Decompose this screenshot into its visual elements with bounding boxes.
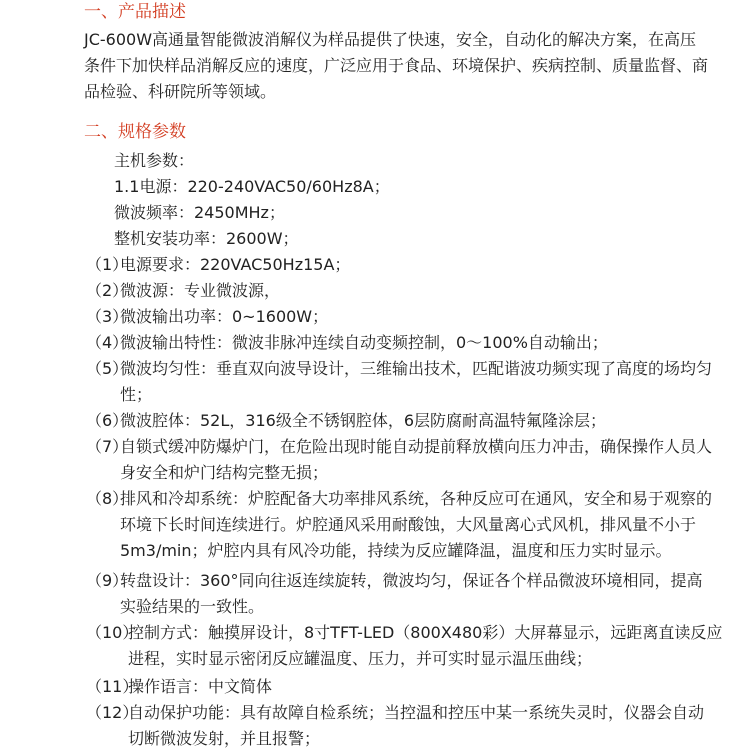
- item-number: （12）: [86, 703, 139, 722]
- description-line: 条件下加快样品消解反应的速度，广泛应用于食品、环境保护、疾病控制、质量监督、商: [84, 56, 709, 75]
- item-text: 性；: [120, 385, 153, 404]
- item-number: （8）: [86, 489, 129, 508]
- item-text: 实验结果的一致性。: [120, 597, 265, 616]
- item-text: 进程，实时显示密闭反应罐温度、压力，并可实时显示温压曲线；: [128, 649, 593, 668]
- item-text: 微波均匀性：垂直双向波导设计，三维输出技术，匹配谐波功频实现了高度的场均匀: [120, 359, 713, 378]
- description-line: 品检验、科研院所等领域。: [84, 82, 277, 101]
- item-number: （1）: [86, 255, 129, 274]
- item-number: （3）: [86, 307, 129, 326]
- section-heading-description: 一、产品描述: [84, 2, 186, 22]
- item-number: （11）: [86, 677, 139, 696]
- host-param-line: 1.1电源：220-240VAC50/60Hz8A；: [114, 177, 390, 196]
- item-text: 微波源：专业微波源，: [120, 281, 281, 300]
- item-number: （7）: [86, 437, 129, 456]
- item-text: 环境下长时间连续进行。炉腔通风采用耐酸蚀，大风量离心式风机，排风量不小于: [120, 515, 697, 534]
- item-text: 自锁式缓冲防爆炉门，在危险出现时能自动提前释放横向压力冲击，确保操作人员人: [120, 437, 713, 456]
- description-line: JC-600W高通量智能微波消解仪为样品提供了快速，安全，自动化的解决方案，在高压: [84, 30, 697, 49]
- item-text: 5m3/min；炉腔内具有风冷功能，持续为反应罐降温，温度和压力实时显示。: [120, 541, 672, 560]
- item-number: （6）: [86, 411, 129, 430]
- item-text: 转盘设计：360°同向往返连续旋转，微波均匀，保证各个样品微波环境相同，提高: [120, 571, 703, 590]
- item-text: 切断微波发射，并且报警；: [128, 729, 321, 748]
- item-text: 自动保护功能：具有故障自检系统；当控温和控压中某一系统失灵时，仪器会自动: [128, 703, 705, 722]
- item-number: （5）: [86, 359, 129, 378]
- item-text: 操作语言：中文简体: [128, 677, 273, 696]
- item-number: （4）: [86, 333, 129, 352]
- item-number: （9）: [86, 571, 129, 590]
- item-number: （2）: [86, 281, 129, 300]
- item-text: 微波腔体：52L，316级全不锈钢腔体，6层防腐耐高温特氟隆涂层；: [120, 411, 606, 430]
- item-text: 身安全和炉门结构完整无损；: [120, 463, 329, 482]
- item-text: 控制方式：触摸屏设计，8寸TFT-LED（800X480彩）大屏幕显示，远距离直读反应: [128, 623, 723, 642]
- item-text: 电源要求：220VAC50Hz15A；: [120, 255, 351, 274]
- section-heading-specs: 二、规格参数: [84, 122, 186, 142]
- host-params-label: 主机参数：: [114, 151, 195, 170]
- host-param-line: 微波频率：2450MHz；: [114, 203, 285, 222]
- item-text: 微波输出特性：微波非脉冲连续自动变频控制，0～100%自动输出；: [120, 333, 608, 352]
- item-text: 微波输出功率：0~1600W；: [120, 307, 329, 326]
- host-param-line: 整机安装功率：2600W；: [114, 229, 299, 248]
- item-text: 排风和冷却系统：炉腔配备大功率排风系统，各种反应可在通风，安全和易于观察的: [120, 489, 713, 508]
- item-number: （10）: [86, 623, 139, 642]
